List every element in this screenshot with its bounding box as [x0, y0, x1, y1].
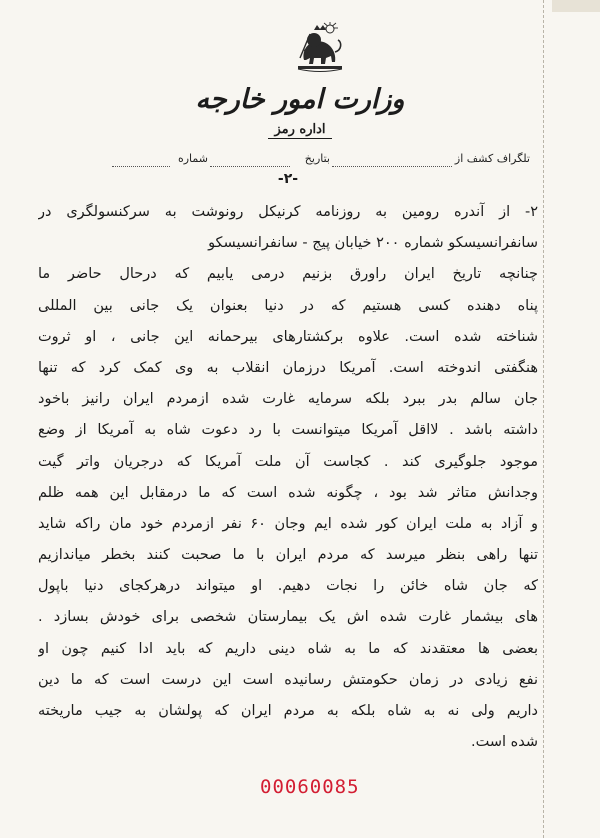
body-line: های بیشمار غارت شده اش یک بیمارستان شخصی برای خودش بسازد .	[38, 609, 538, 626]
date-label: بتاریخ	[304, 152, 330, 165]
body-line: سانفرانسیسکو شماره ۲۰۰ خیابان پیج - سانفرانسیسکو	[208, 235, 538, 252]
page-edge-mark	[552, 0, 600, 12]
number-line	[112, 166, 170, 167]
body-line: و آزاد به ملت ایران کور شده ایم وجان ۶۰ نفر ازمردم خود مان راکه شاید	[38, 515, 538, 532]
document-serial-number: 00060085	[260, 776, 360, 798]
page-number: -۲-	[277, 171, 299, 187]
telegram-source-line	[332, 166, 452, 167]
telegram-label: تلگراف کشف از	[454, 152, 530, 165]
date-line	[210, 166, 290, 167]
telegram-header-row	[110, 152, 530, 174]
body-line: داشته باشد . لااقل آمریکا میتوانست با رد دعوت شاه به آمریکا از وضع	[38, 422, 538, 439]
body-line: بعضی ها معتقدند که ما به شاه دینی داریم که باید ادا کنیم چون او	[38, 640, 538, 657]
body-line: شده است.	[471, 734, 538, 751]
body-line: موجود جلوگیری کند . کجاست آن ملت آمریکا که درجریان واتر گیت	[38, 453, 538, 470]
lion-and-sun-emblem-icon	[292, 22, 348, 74]
body-line: تنها راهی بنظر میرسد که مردم ایران با ما صحبت کنند بخطر میاندازیم	[38, 547, 538, 564]
body-line: که جان شاه خائن را نجات دهیم. او میتواند درهرکجای دنیا باپول	[38, 578, 538, 595]
body-line: داریم ولی نه به شاه بلکه به مردم ایران که پولشان به جیب ماریخته	[38, 703, 538, 719]
telegram-body	[38, 197, 538, 758]
body-line: پناه دهنده کسی هستیم که در دنیا بعنوان یک جانی بین المللی	[38, 297, 538, 314]
number-label: شماره	[177, 152, 208, 165]
body-line: نفع زیادی در زمان حکومتش رسانیده است این درست است که ما دین	[38, 671, 538, 688]
body-line: هنگفتی اندوخته است. آمریکا درزمان انقلاب به وی کمک کرد که تنها	[38, 359, 538, 376]
body-line: چنانچه تاریخ ایران راورق بزنیم درمی یابیم که درحال حاضر ما	[38, 266, 538, 283]
body-line: وجدانش متاثر شد بود ، چگونه شده است که ما درمقابل این همه ظلم	[38, 484, 538, 501]
department-name: اداره رمز	[268, 122, 331, 139]
ministry-title: وزارت امور خارجه	[195, 84, 405, 115]
department-label	[0, 122, 600, 137]
body-line: جان سالم بدر ببرد بلکه سرمایه غارت شده ازمردم ایران رانیز باخود	[38, 391, 538, 408]
body-line: ۲- از آندره رومین به روزنامه کرنیکل رونوشت به سرکنسولگری در	[38, 204, 538, 220]
body-line: شناخته شده است. علاوه برکشتارهای بیرحمانه این جانی ، او ثروت	[38, 328, 538, 345]
